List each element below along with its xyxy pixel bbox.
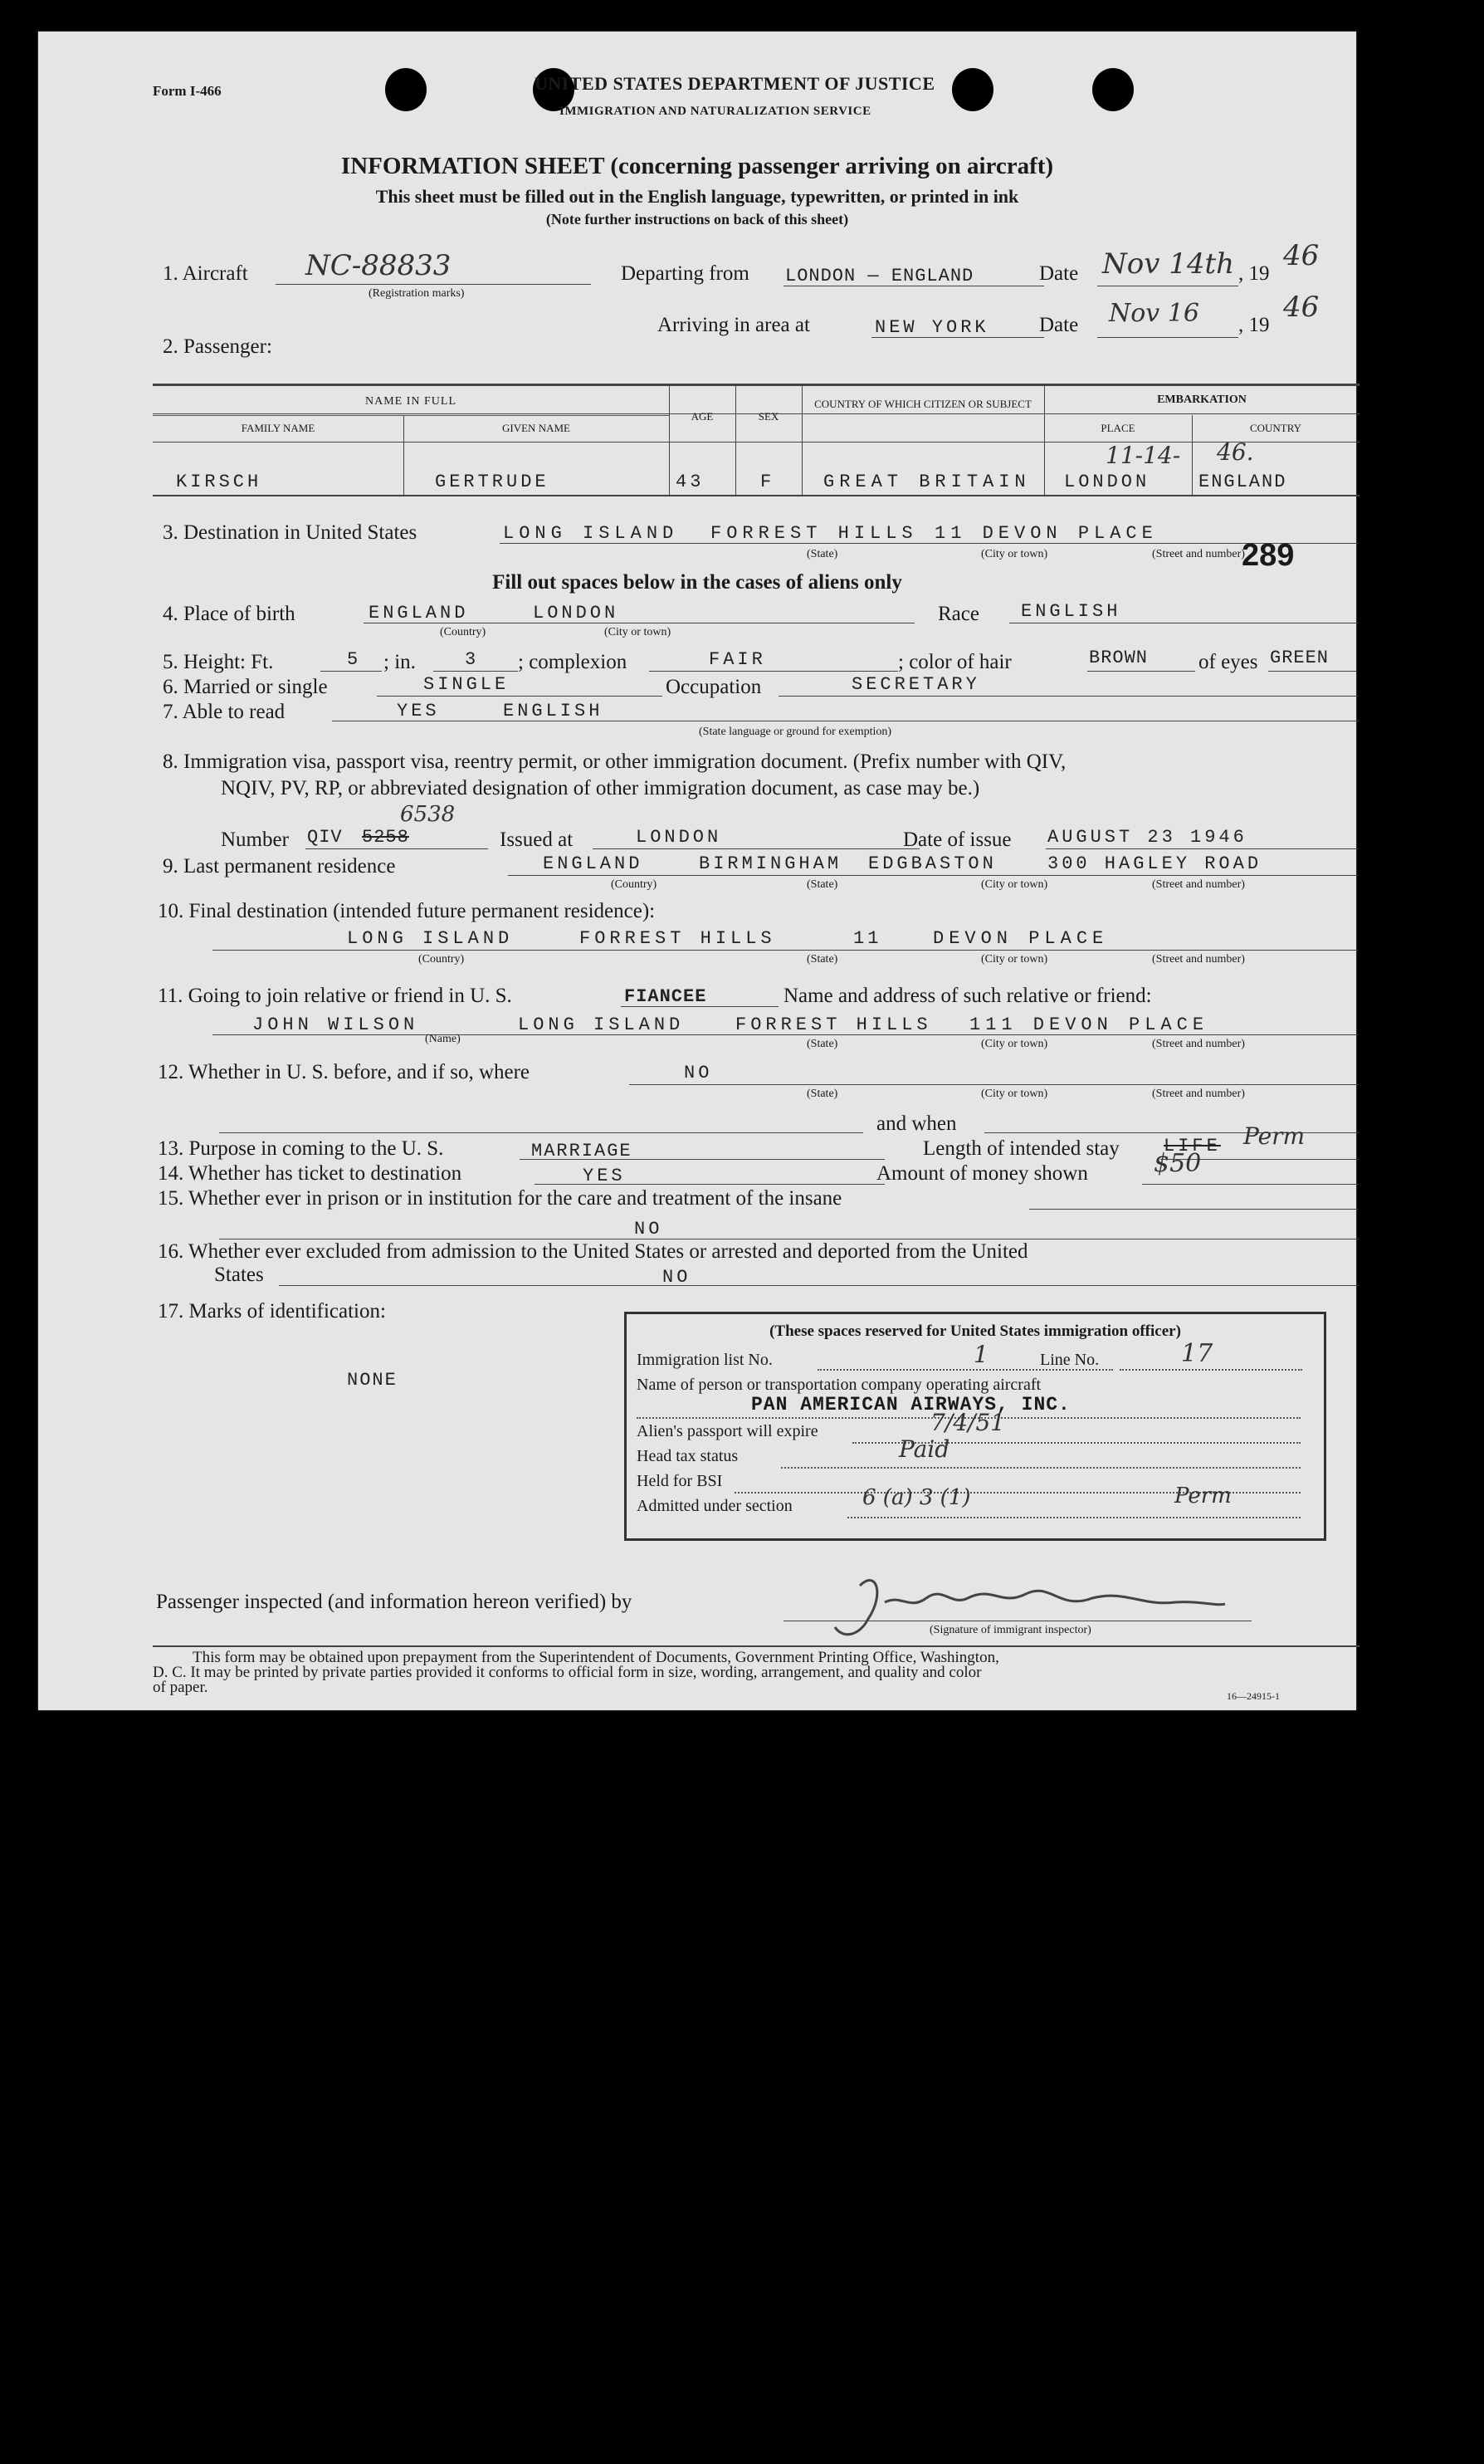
birth-sub-city: (City or town) (604, 626, 671, 638)
height-in-label: ; in. (383, 651, 416, 673)
destination-sub-city: (City or town) (981, 548, 1048, 560)
excluded-value: NO (662, 1267, 691, 1288)
th-family-name: FAMILY NAME (241, 422, 315, 434)
destination-sub-state: (State) (807, 548, 838, 560)
official-use-box (624, 1312, 1326, 1541)
official-list-label: Immigration list No. (637, 1351, 773, 1369)
td-family: KIRSCH (176, 472, 262, 492)
marks-value: NONE (347, 1370, 398, 1391)
official-tax-label: Head tax status (637, 1447, 739, 1465)
last-residence-country: ENGLAND (543, 853, 643, 874)
final-dest-street: DEVON PLACE (933, 928, 1109, 949)
destination-sub-street: (Street and number) (1152, 548, 1245, 560)
th-place: PLACE (1101, 422, 1135, 434)
occupation-label: Occupation (666, 676, 762, 698)
join-city: FORREST HILLS (735, 1014, 932, 1035)
birth-country: ENGLAND (369, 603, 469, 623)
last-residence-city: EDGBASTON (868, 853, 997, 874)
join-relation: FIANCEE (624, 986, 707, 1007)
final-dest-sub-state: (State) (807, 953, 838, 966)
arrive-year: 46 (1283, 291, 1320, 324)
td-age: 43 (676, 472, 705, 492)
purpose-value: MARRIAGE (531, 1141, 632, 1161)
official-passport-label: Alien's passport will expire (637, 1422, 818, 1440)
birth-label: 4. Place of birth (163, 603, 295, 625)
td-given: GERTRUDE (435, 472, 549, 492)
final-dest-sub-city: (City or town) (981, 953, 1048, 966)
read-lang: ENGLISH (503, 701, 603, 721)
official-list-no: 1 (974, 1341, 989, 1368)
th-sex: SEX (758, 410, 779, 423)
footer-line-1: This form may be obtained upon prepayment from the Superintendent of Documents, Government Printing Office, Washington, (193, 1649, 999, 1666)
ticket-label: 14. Whether has ticket to destination (158, 1162, 462, 1185)
agency-service: IMMIGRATION AND NATURALIZATION SERVICE (559, 105, 871, 118)
arriving-value: NEW YORK (875, 317, 989, 338)
join-street: 111 DEVON PLACE (969, 1014, 1209, 1035)
visa-text-1: 8. Immigration visa, passport visa, reentry permit, or other immigration document. (Prefix number with QIV, (163, 750, 1067, 773)
departing-label: Departing from (621, 262, 749, 285)
hair-value: BROWN (1089, 648, 1149, 668)
join-label: 11. Going to join relative or friend in U. S. (158, 985, 512, 1007)
before-sub-street: (Street and number) (1152, 1088, 1245, 1100)
td-place-note: 11-14- (1106, 442, 1181, 469)
married-value: SINGLE (423, 674, 510, 695)
th-given-name: GIVEN NAME (502, 422, 570, 434)
before-label: 12. Whether in U. S. before, and if so, where (158, 1061, 530, 1083)
official-admitted: 6 (a) 3 (1) (862, 1485, 971, 1510)
aircraft-label: 1. Aircraft (163, 262, 248, 285)
race-label: Race (938, 603, 979, 625)
purpose-label: 13. Purpose in coming to the U. S. (158, 1137, 444, 1160)
visa-number-corrected: 6538 (400, 802, 456, 827)
form-sheet (38, 32, 1356, 1710)
height-label: 5. Height: Ft. (163, 651, 274, 673)
eyes-value: GREEN (1270, 648, 1330, 668)
footer-line-3: of paper. (153, 1679, 208, 1696)
join-name-label: Name and address of such relative or friend: (783, 985, 1152, 1007)
height-in: 3 (465, 649, 480, 670)
td-country-note: 46. (1217, 438, 1254, 466)
join-sub-state: (State) (807, 1038, 838, 1050)
aircraft-sub: (Registration marks) (369, 287, 465, 300)
final-dest-country: LONG ISLAND (347, 928, 514, 949)
inspector-signature (810, 1561, 1242, 1652)
arrive-date-label: Date (1039, 314, 1079, 336)
depart-date: Nov 14th (1102, 247, 1235, 281)
official-header: (These spaces reserved for United States immigration officer) (769, 1322, 1181, 1340)
last-residence-sub-country: (Country) (611, 878, 657, 891)
official-company: PAN AMERICAN AIRWAYS, INC. (751, 1394, 1071, 1415)
punch-hole (1092, 68, 1134, 111)
destination-label: 3. Destination in United States (163, 521, 417, 544)
td-citizen: GREAT BRITAIN (823, 472, 1031, 492)
before-value: NO (684, 1063, 713, 1083)
join-sub-street: (Street and number) (1152, 1038, 1245, 1050)
final-dest-sub-country: (Country) (418, 953, 465, 966)
official-passport: 7/4/51 (930, 1409, 1006, 1436)
height-ft: 5 (347, 649, 362, 670)
race-value: ENGLISH (1021, 601, 1121, 622)
stay-handwritten: Perm (1243, 1122, 1306, 1150)
arriving-label: Arriving in area at (657, 314, 810, 336)
issue-date-label: Date of issue (903, 829, 1012, 851)
occupation-value: SECRETARY (852, 674, 980, 695)
hair-label: ; color of hair (898, 651, 1012, 673)
aliens-note: Fill out spaces below in the cases of aliens only (492, 571, 902, 594)
excluded-text-1: 16. Whether ever excluded from admission to the United States or arrested and deported from the United (158, 1240, 1028, 1263)
prison-label: 15. Whether ever in prison or in institution for the care and treatment of the insane (158, 1187, 842, 1210)
footer-code: 16—24915-1 (1227, 1690, 1280, 1702)
money-label: Amount of money shown (876, 1162, 1088, 1185)
join-sub-city: (City or town) (981, 1038, 1048, 1050)
official-company-label: Name of person or transportation company operating aircraft (637, 1376, 1042, 1394)
th-embarkation: EMBARKATION (1157, 394, 1247, 406)
before-sub-city: (City or town) (981, 1088, 1048, 1100)
official-bsi-label: Held for BSI (637, 1472, 723, 1490)
read-value: YES (397, 701, 440, 721)
join-state: LONG ISLAND (518, 1014, 685, 1035)
join-sub-name: (Name) (425, 1033, 461, 1045)
eyes-label: of eyes (1198, 651, 1258, 673)
complexion-label: ; complexion (518, 651, 627, 673)
stay-value: LIFE (1164, 1136, 1221, 1156)
departing-value: LONDON — ENGLAND (785, 266, 974, 286)
arrive-year-prefix: , 19 (1238, 314, 1270, 336)
punch-hole (385, 68, 427, 111)
final-dest-sub-street: (Street and number) (1152, 953, 1245, 966)
visa-prefix: QIV (307, 827, 343, 848)
when-label: and when (876, 1112, 957, 1135)
visa-text-2: NQIV, PV, RP, or abbreviated designation of other immigration document, as case may be.) (221, 777, 980, 799)
ticket-value: YES (583, 1166, 626, 1186)
official-tax: Paid (899, 1435, 950, 1463)
issued-value: LONDON (636, 827, 722, 848)
th-country: COUNTRY OF WHICH CITIZEN OR SUBJECT (814, 398, 1032, 410)
inspected-label: Passenger inspected (and information hereon verified) by (156, 1591, 632, 1613)
read-label: 7. Able to read (163, 701, 286, 723)
stay-label: Length of intended stay (923, 1137, 1120, 1160)
birth-sub-country: (Country) (440, 626, 486, 638)
issued-label: Issued at (500, 829, 574, 851)
prison-value: NO (634, 1219, 663, 1239)
final-dest-state: FORREST HILLS (579, 928, 776, 949)
subtitle: This sheet must be filled out in the English language, typewritten, or printed in ink (375, 186, 1019, 207)
excluded-text-2: States (214, 1264, 264, 1286)
depart-date-label: Date (1039, 262, 1079, 285)
th-age: AGE (691, 410, 714, 423)
th-country2: COUNTRY (1249, 422, 1302, 434)
form-number: Form I-466 (153, 83, 222, 99)
married-label: 6. Married or single (163, 676, 328, 698)
official-admitted-note: Perm (1174, 1484, 1232, 1508)
td-sex: F (760, 472, 775, 492)
agency-dept: UNITED STATES DEPARTMENT OF JUSTICE (535, 73, 935, 94)
official-admitted-label: Admitted under section (637, 1497, 793, 1515)
visa-number-struck: 5258 (362, 827, 409, 848)
complexion-value: FAIR (709, 649, 766, 670)
official-line-no: 17 (1181, 1339, 1213, 1368)
destination-street: 11 DEVON PLACE (935, 523, 1158, 544)
final-dest-city: 11 (853, 928, 882, 949)
subtitle-note: (Note further instructions on back of this sheet) (545, 211, 849, 227)
marks-label: 17. Marks of identification: (158, 1300, 386, 1322)
final-dest-label: 10. Final destination (intended future permanent residence): (158, 900, 656, 922)
issue-date-value: AUGUST 23 1946 (1047, 827, 1247, 848)
inspected-sub: (Signature of immigrant inspector) (930, 1624, 1091, 1636)
last-residence-sub-state: (State) (807, 878, 838, 891)
last-residence-sub-street: (Street and number) (1152, 878, 1245, 891)
last-residence-label: 9. Last permanent residence (163, 855, 396, 878)
td-country: ENGLAND (1198, 472, 1287, 492)
stamp-number: 289 (1242, 538, 1295, 573)
official-line-label: Line No. (1040, 1351, 1100, 1369)
visa-number-label: Number (221, 829, 289, 851)
td-place: LONDON (1064, 472, 1150, 492)
depart-year: 46 (1283, 239, 1320, 272)
arrive-date: Nov 16 (1109, 299, 1199, 328)
footer-line-2: D. C. It may be printed by private parties provided it conforms to official form in size, wording, arrangement, and quality and color (153, 1664, 982, 1681)
aircraft-value: NC-88833 (305, 249, 452, 282)
join-name: JOHN WILSON (252, 1014, 419, 1035)
punch-hole (952, 68, 993, 111)
destination-state: LONG ISLAND (503, 523, 679, 544)
last-residence-sub-city: (City or town) (981, 878, 1048, 891)
destination-city: FORREST HILLS (710, 523, 918, 544)
before-sub-state: (State) (807, 1088, 838, 1100)
page-title: INFORMATION SHEET (concerning passenger arriving on aircraft) (340, 153, 1054, 179)
last-residence-state: BIRMINGHAM (699, 853, 842, 874)
last-residence-street: 300 HAGLEY ROAD (1047, 853, 1262, 874)
passenger-label: 2. Passenger: (163, 335, 272, 358)
money-value: $50 (1154, 1149, 1202, 1178)
depart-year-prefix: , 19 (1238, 262, 1270, 285)
birth-city: LONDON (533, 603, 619, 623)
th-name-in-full: NAME IN FULL (365, 395, 456, 408)
read-sub: (State language or ground for exemption) (699, 726, 892, 738)
